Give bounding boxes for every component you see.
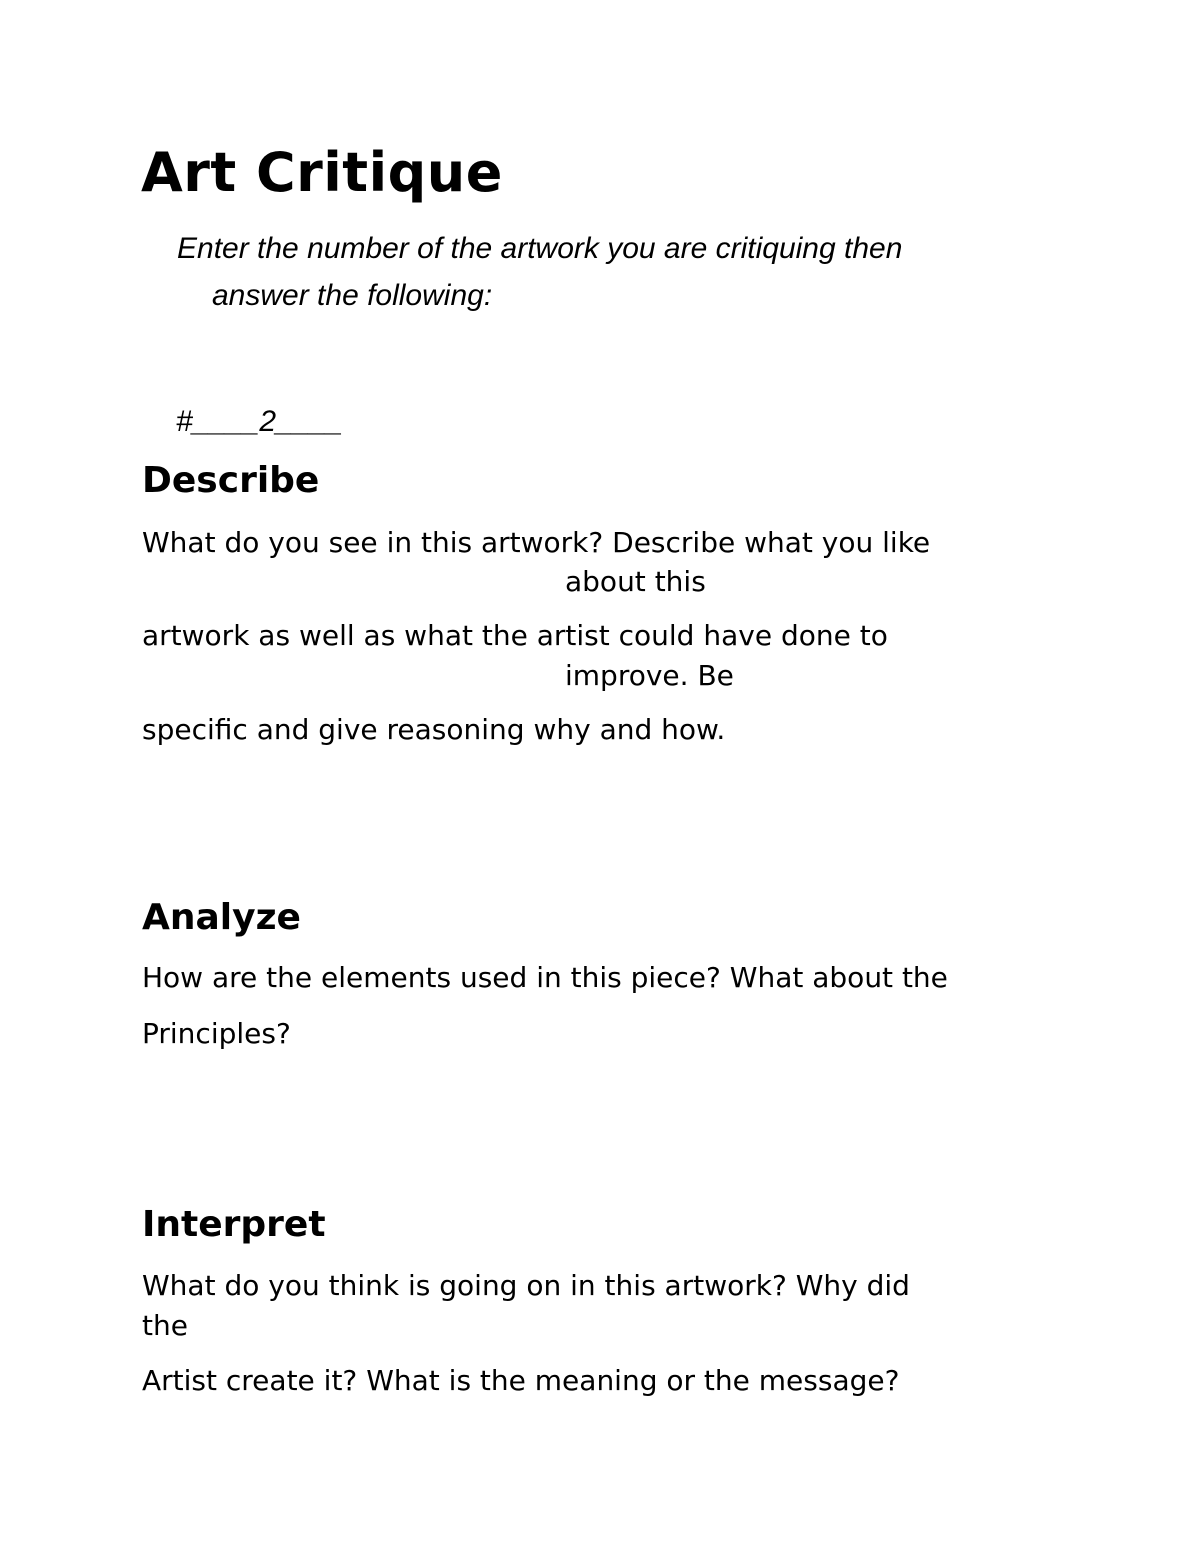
analyze-prompt-line: How are the elements used in this piece? What about the: [142, 961, 948, 994]
describe-prompt-line: artwork as well as what the artist could have done to: [142, 619, 888, 652]
interpret-prompt-line: What do you think is going on in this artwork? Why did: [142, 1269, 910, 1302]
describe-prompt-line: What do you see in this artwork? Describe what you like: [142, 526, 931, 559]
describe-prompt-line: about this: [565, 565, 706, 598]
interpret-prompt-line: Artist create it? What is the meaning or the message?: [142, 1364, 900, 1397]
analyze-prompt-line: Principles?: [142, 1017, 291, 1050]
interpret-prompt-line: the: [142, 1309, 188, 1342]
page-title: Art Critique: [141, 141, 503, 204]
analyze-heading: Analyze: [142, 897, 301, 938]
describe-prompt-line: specific and give reasoning why and how.: [142, 713, 726, 746]
describe-heading: Describe: [142, 460, 320, 501]
intro-line: Enter the number of the artwork you are critiquing then: [177, 232, 903, 265]
interpret-heading: Interpret: [142, 1204, 326, 1245]
intro-line: answer the following:: [212, 279, 493, 312]
artwork-number: #____2____: [176, 405, 343, 438]
describe-prompt-line: improve. Be: [565, 659, 734, 692]
